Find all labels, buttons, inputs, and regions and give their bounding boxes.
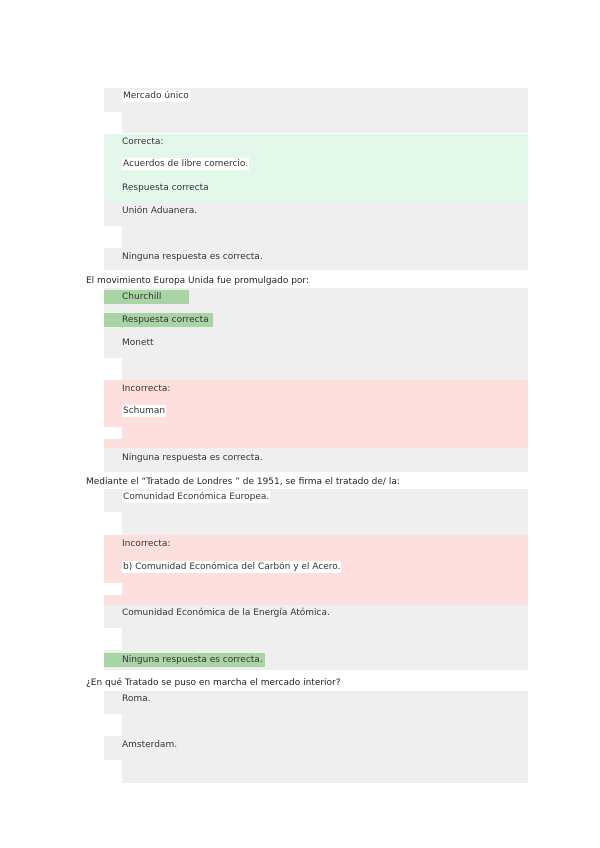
q2-option-text: Schuman	[123, 406, 166, 416]
q3-option-text: Comunidad Económica de la Energía Atómica.	[122, 608, 330, 618]
q3-option-notch	[104, 583, 122, 595]
q3-option-notch	[104, 524, 122, 535]
q1-correct-label: Correcta:	[122, 137, 164, 147]
q4-option-notch	[104, 760, 122, 772]
q4-option-notch	[104, 726, 122, 736]
q4-option-notch	[104, 772, 122, 783]
q2-option-text: Churchill	[104, 290, 189, 304]
q2-option-notch	[104, 370, 122, 380]
q2-option-text: Monett	[122, 338, 154, 348]
q1-option-text: Ninguna respuesta es correcta.	[122, 252, 263, 262]
q2-option-notch	[104, 358, 122, 370]
q1-option-text: Unión Aduanera.	[122, 206, 198, 216]
q4-option-notch	[104, 714, 122, 726]
q4-option-text: Amsterdam.	[122, 740, 178, 750]
q2-incorrect-label: Incorrecta:	[122, 384, 171, 394]
q1-option-notch	[104, 112, 122, 124]
q1-feedback: Respuesta correcta	[122, 183, 209, 193]
q3-option-text: Comunidad Económica Europea.	[123, 492, 270, 502]
q1-option-text: Mercado único	[123, 91, 189, 101]
q4-option-roma[interactable]	[104, 691, 528, 736]
q3-incorrect-label: Incorrecta:	[122, 539, 171, 549]
q1-option-notch	[104, 226, 122, 238]
q3-option-notch	[104, 512, 122, 524]
q3-option-text: b) Comunidad Económica del Carbón y el Acero.	[123, 562, 341, 572]
q3-question: Mediante el “Tratado de Londres ” de 1951, se firma el tratado de/ la:	[86, 477, 400, 487]
q3-option-notch	[104, 640, 122, 650]
q1-option-notch	[104, 238, 122, 248]
q3-option-notch	[104, 628, 122, 640]
q4-option-text: Roma.	[122, 694, 151, 704]
q2-question: El movimiento Europa Unida fue promulgado por:	[86, 276, 309, 286]
q1-option-text: Acuerdos de libre comercio.	[123, 159, 249, 169]
q2-option-monett[interactable]	[104, 333, 528, 380]
q3-option-text: Ninguna respuesta es correcta.	[104, 653, 265, 667]
q2-feedback: Respuesta correcta	[104, 313, 213, 327]
q2-option-notch	[104, 427, 122, 439]
q1-option-notch	[104, 124, 122, 133]
q2-option-text: Ninguna respuesta es correcta.	[122, 453, 263, 463]
q4-question: ¿En qué Tratado se puso en marcha el mercado interior?	[86, 678, 341, 688]
